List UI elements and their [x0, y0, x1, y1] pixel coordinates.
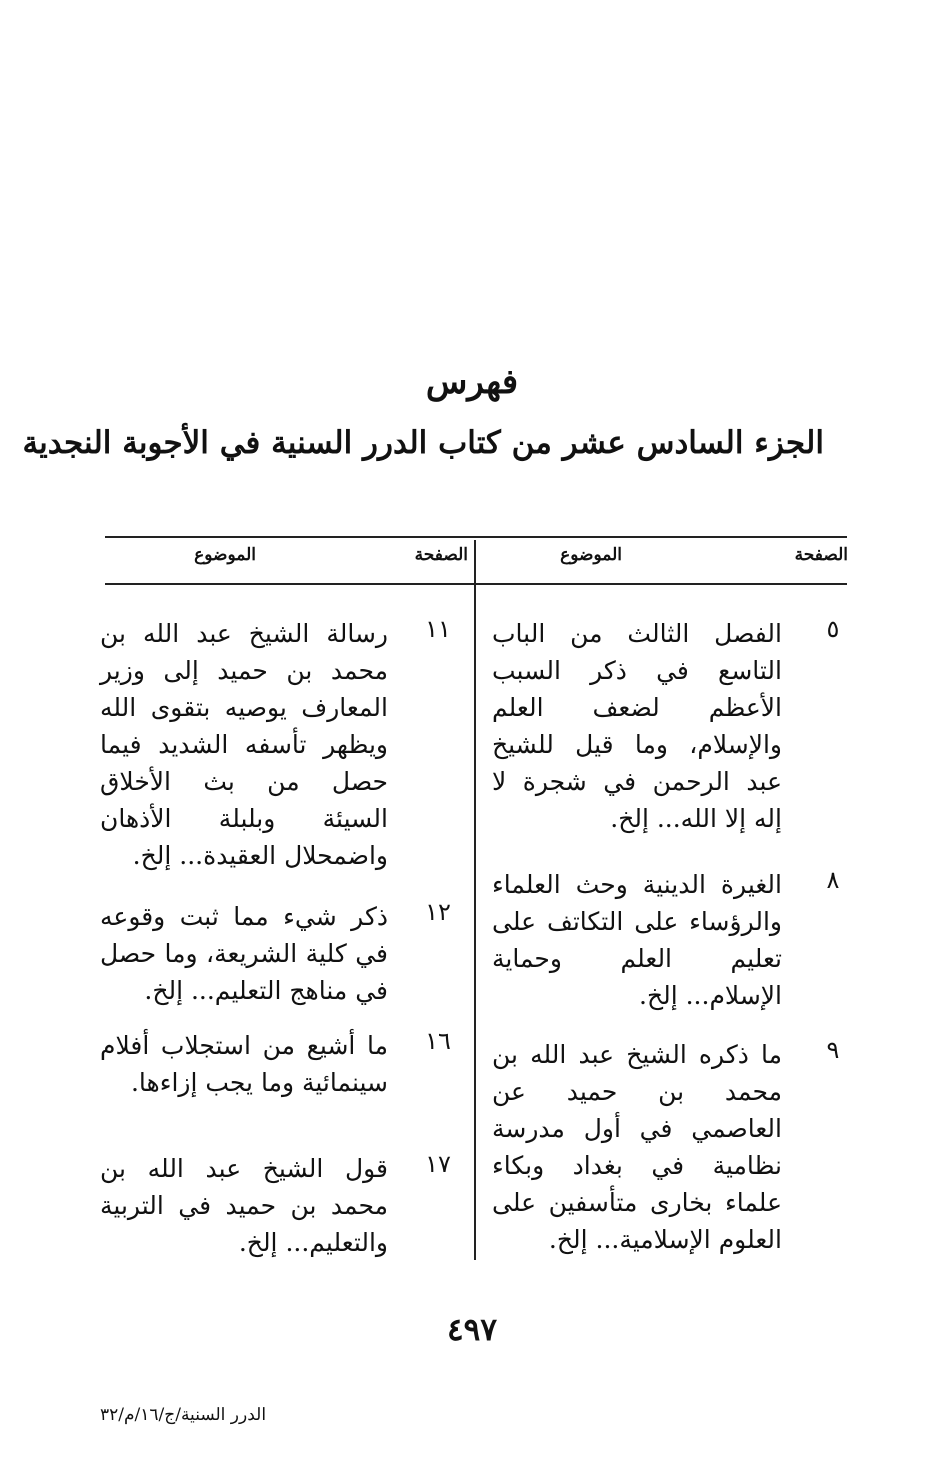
entry-page: ٥ — [826, 615, 840, 643]
entry-topic: ما ذكره الشيخ عبد الله بن محمد بن حميد عن العاصمي في أول مدرسة نظامية في بغداد وبكاء علماء بخارى متأسفين على العلوم الإسلامية... إلخ. — [492, 1040, 782, 1254]
entry-page: ١٧ — [425, 1150, 451, 1178]
header-left-page: الصفحة — [414, 545, 468, 565]
page-number: ٤٩٧ — [447, 1312, 497, 1348]
table-header-rule — [105, 583, 847, 585]
table-top-rule — [105, 536, 847, 538]
entry-topic: الفصل الثالث من الباب التاسع في ذكر السبب الأعظم لضعف العلم والإسلام، وما قيل للشيخ عبد الرحمن في شجرة لا إله إلا الله... إلخ. — [492, 619, 782, 833]
index-entry — [478, 615, 848, 865]
entry-topic: قول الشيخ عبد الله بن محمد بن حميد في التربية والتعليم... إلخ. — [100, 1154, 388, 1257]
entry-topic: رسالة الشيخ عبد الله بن محمد بن حميد إلى وزير المعارف يوصيه بتقوى الله ويظهر تأسفه الشديد فيما حصل من بث الأخلاق السيئة وبلبلة الأذهان واضمحلال العقيدة... إلخ. — [100, 619, 388, 870]
column-divider — [474, 540, 476, 1260]
entry-page: ١٢ — [425, 898, 451, 926]
index-title: فهرس — [425, 362, 519, 402]
index-entry — [90, 1150, 460, 1270]
index-entry — [90, 898, 460, 1018]
entry-page: ٨ — [826, 866, 840, 894]
index-entry — [478, 866, 848, 1026]
entry-topic: ذكر شيء مما ثبت وقوعه في كلية الشريعة، وما حصل في مناهج التعليم... إلخ. — [100, 902, 388, 1005]
index-entry — [478, 1036, 848, 1266]
index-entry — [90, 615, 460, 895]
entry-topic: ما أشيع من استجلاب أفلام سينمائية وما يجب إزاءها. — [100, 1031, 388, 1097]
entry-page: ١١ — [425, 615, 451, 643]
header-right-topic: الموضوع — [560, 545, 622, 565]
footer-signature: الدرر السنية/ج/١٦/م/٣٢ — [100, 1405, 267, 1425]
volume-subtitle: الجزء السادس عشر من كتاب الدرر السنية في الأجوبة النجدية — [22, 425, 824, 461]
index-entry — [90, 1027, 460, 1147]
header-left-topic: الموضوع — [194, 545, 256, 565]
entry-topic: الغيرة الدينية وحث العلماء والرؤساء على التكاتف على تعليم العلم وحماية الإسلام... إلخ. — [492, 870, 782, 1010]
entry-page: ٩ — [826, 1036, 840, 1064]
header-right-page: الصفحة — [794, 545, 848, 565]
entry-page: ١٦ — [425, 1027, 451, 1055]
